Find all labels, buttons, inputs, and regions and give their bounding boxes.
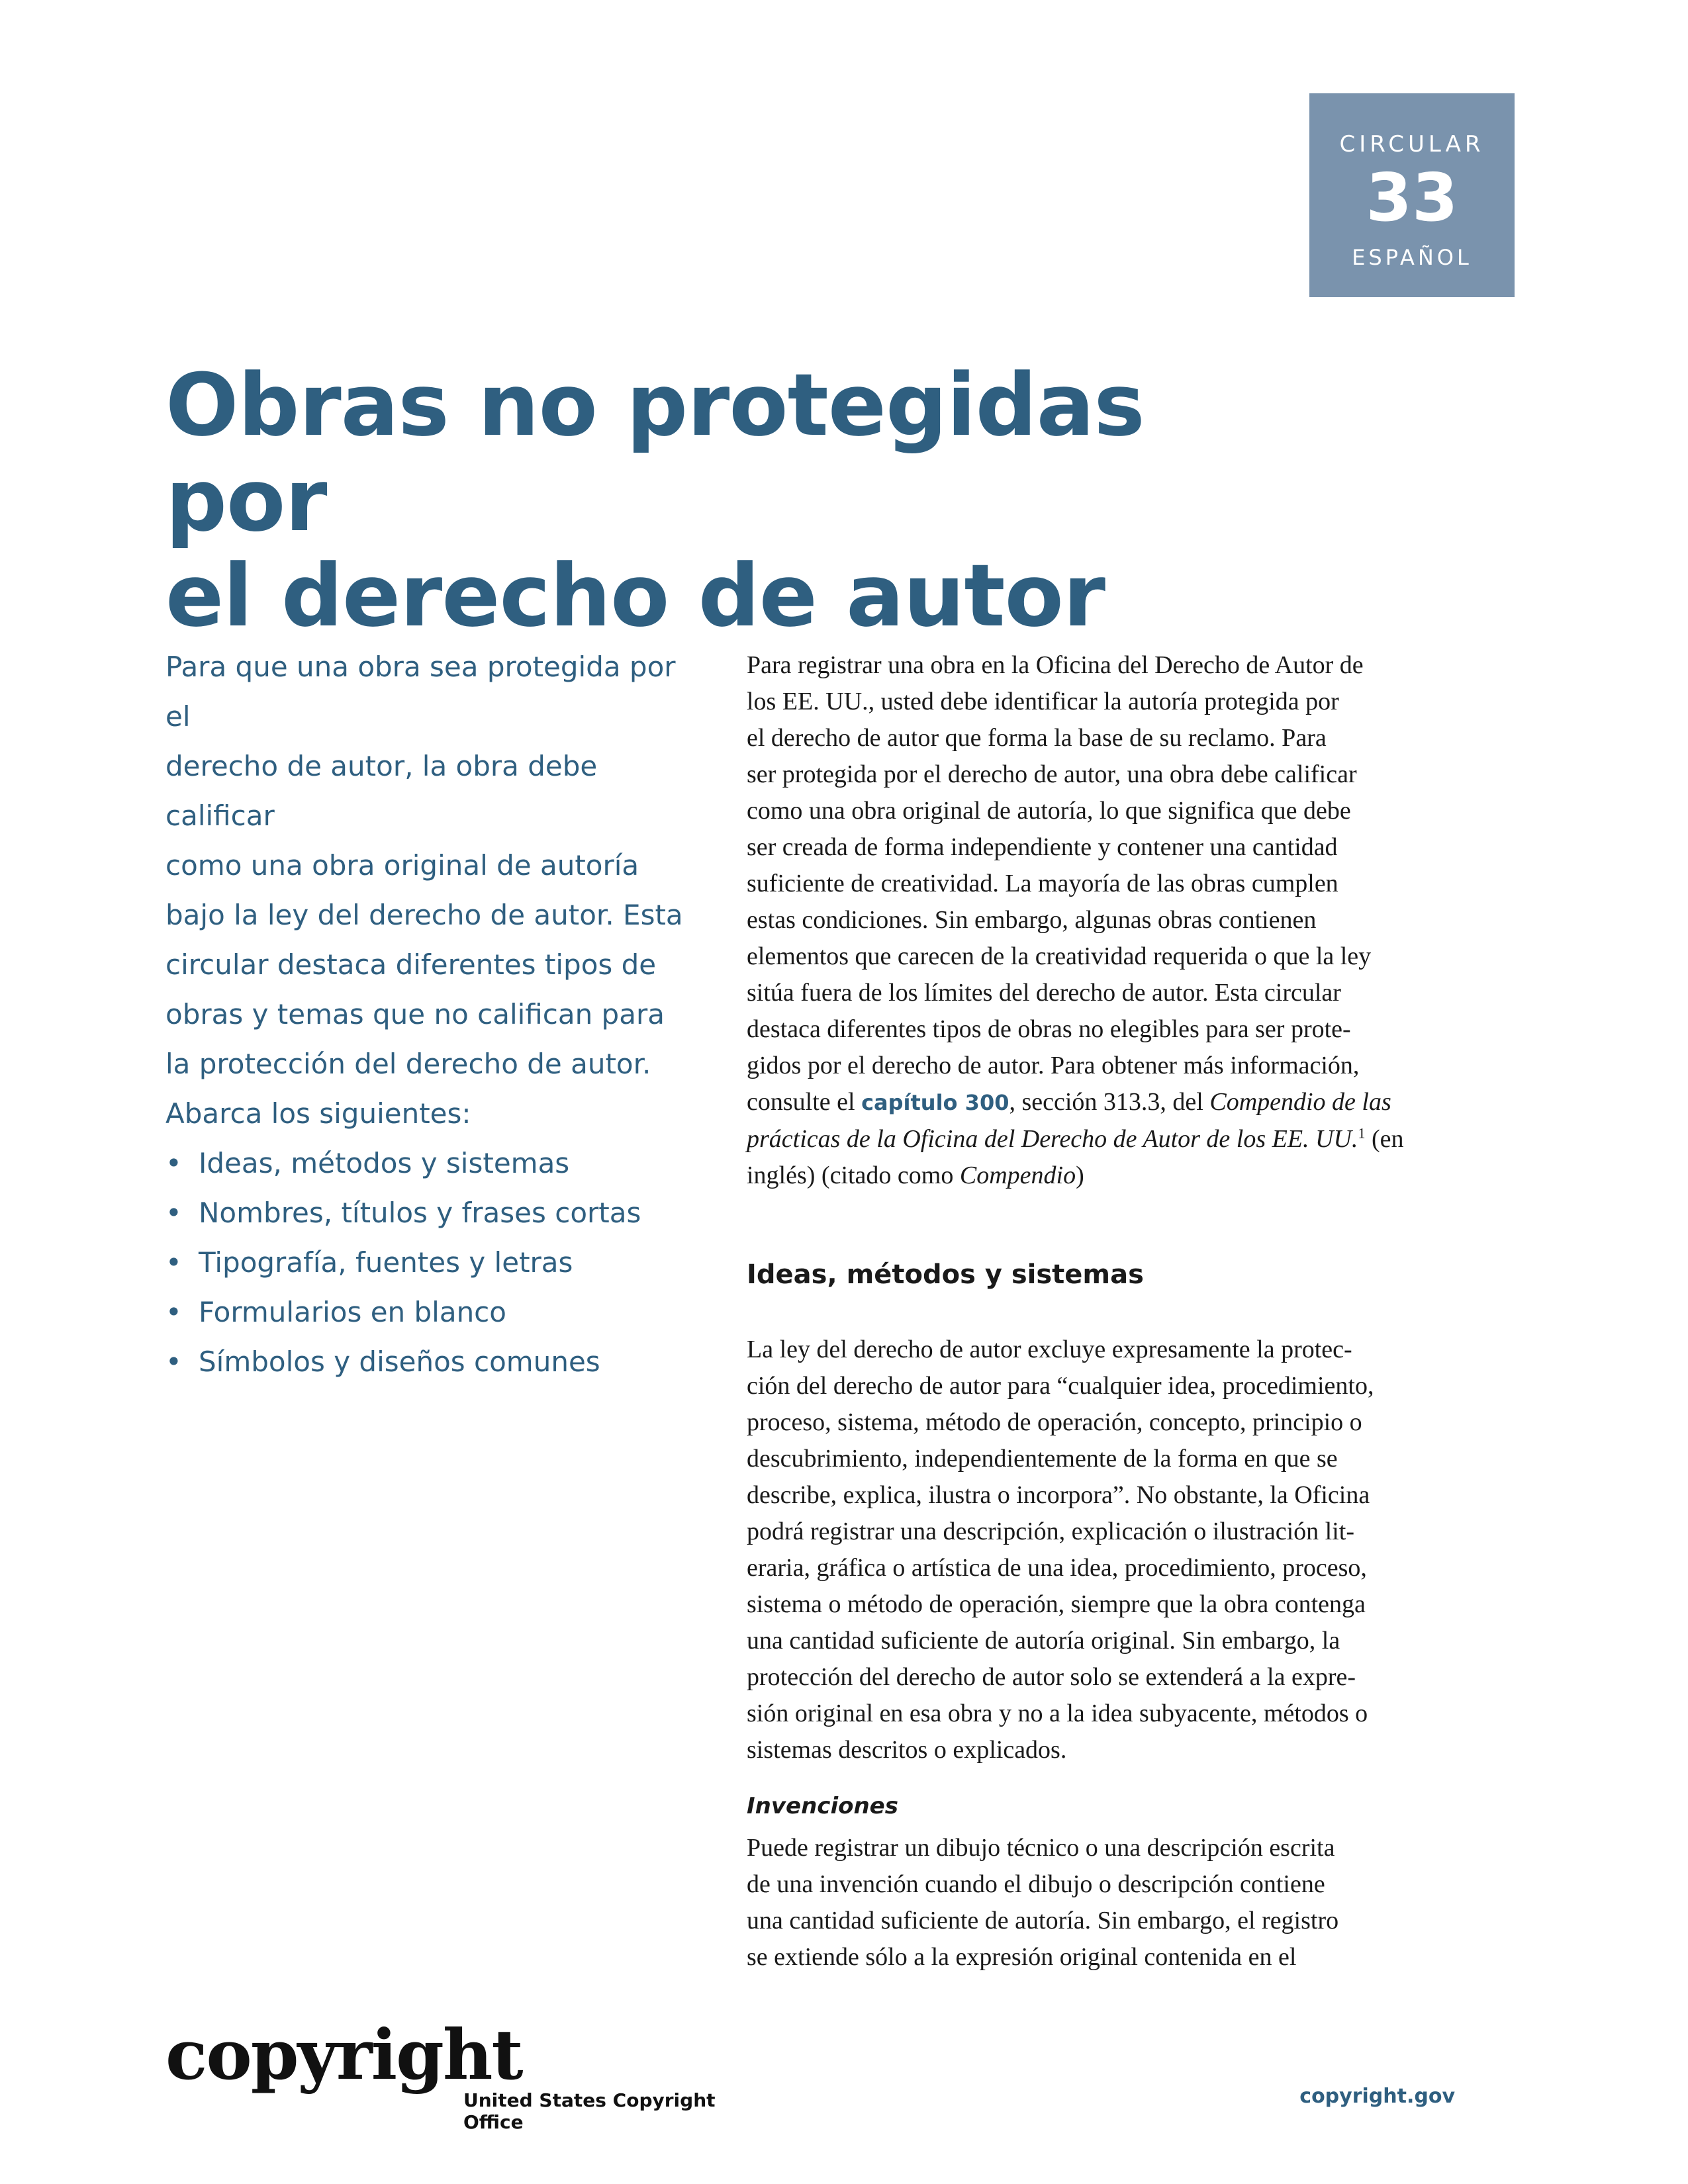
body-line: ser creada de forma independiente y contener una cantidad <box>747 833 1338 861</box>
topic-list-item <box>165 1188 695 1238</box>
topic-label: Nombres, títulos y frases cortas <box>199 1197 641 1229</box>
body-line <box>747 1158 1475 1194</box>
page-title <box>165 355 1324 646</box>
website-link[interactable]: copyright.gov <box>1299 2085 1455 2108</box>
bullet-icon: • <box>165 1147 182 1179</box>
body-text: consulte el <box>747 1088 862 1116</box>
body-line: se extiende sólo a la expresión original contenida en el <box>747 1943 1297 1971</box>
body-line: ser protegida por el derecho de autor, una obra debe calificar <box>747 760 1357 788</box>
body-line: sitúa fuera de los límites del derecho de autor. Esta circular <box>747 979 1341 1007</box>
bullet-icon: • <box>165 1246 182 1279</box>
body-line: destaca diferentes tipos de obras no elegibles para ser prote- <box>747 1015 1351 1043</box>
body-line: una cantidad suficiente de autoría. Sin embargo, el registro <box>747 1907 1339 1934</box>
badge-label: CIRCULAR <box>1339 131 1485 158</box>
logo-wordmark: copyright <box>165 2014 522 2095</box>
topic-list-item <box>165 1337 695 1387</box>
body-line: los EE. UU., usted debe identificar la autoría protegida por <box>747 688 1339 715</box>
body-line: proceso, sistema, método de operación, concepto, principio o <box>747 1408 1362 1436</box>
body-line: gidos por el derecho de autor. Para obtener más información, <box>747 1052 1360 1079</box>
body-line <box>747 1084 1475 1121</box>
body-column <box>747 647 1475 1976</box>
body-line: una cantidad suficiente de autoría original. Sin embargo, la <box>747 1627 1340 1655</box>
body-line: describe, explica, ilustra o incorpora”. No obstante, la Oficina <box>747 1481 1370 1509</box>
body-text: inglés) (citado como <box>747 1161 960 1189</box>
body-line: sión original en esa obra y no a la idea subyacente, métodos o <box>747 1700 1368 1727</box>
body-text: (en <box>1365 1125 1404 1153</box>
topic-label: Símbolos y diseños comunes <box>199 1345 600 1378</box>
footnote-marker[interactable]: 1 <box>1358 1124 1366 1142</box>
body-line: suficiente de creatividad. La mayoría de las obras cumplen <box>747 870 1338 897</box>
body-line: el derecho de autor que forma la base de su reclamo. Para <box>747 724 1327 752</box>
compendium-title: Compendio de las <box>1209 1088 1391 1116</box>
copyright-office-logo <box>165 2014 761 2133</box>
intro-paragraph <box>747 647 1475 1194</box>
inventions-paragraph <box>747 1830 1475 1976</box>
bullet-icon: • <box>165 1197 182 1229</box>
logo-subtitle: United States Copyright Office <box>463 2089 716 2133</box>
lead-line: como una obra original de autoría <box>165 849 639 882</box>
title-line-2: el derecho de autor <box>165 545 1105 646</box>
topic-label: Tipografía, fuentes y letras <box>199 1246 573 1279</box>
lead-line: derecho de autor, la obra debe calificar <box>165 750 598 832</box>
body-line: sistema o método de operación, siempre que la obra contenga <box>747 1590 1366 1618</box>
title-line-1: Obras no protegidas por <box>165 355 1145 551</box>
body-text: ) <box>1076 1161 1084 1189</box>
compendium-short-title: Compendio <box>959 1161 1076 1189</box>
topic-list <box>165 1138 695 1387</box>
body-line: podrá registrar una descripción, explicación o ilustración lit- <box>747 1518 1355 1545</box>
body-line: protección del derecho de autor solo se extenderá a la expre- <box>747 1663 1356 1691</box>
bullet-icon: • <box>165 1296 182 1328</box>
badge-number: 33 <box>1366 159 1458 236</box>
body-line: como una obra original de autoría, lo que significa que debe <box>747 797 1351 825</box>
body-line: de una invención cuando el dibujo o descripción contiene <box>747 1870 1325 1898</box>
topic-label: Ideas, métodos y sistemas <box>199 1147 570 1179</box>
body-line: eraria, gráfica o artística de una idea, procedimiento, proceso, <box>747 1554 1367 1582</box>
topic-list-item <box>165 1138 695 1188</box>
lead-line: circular destaca diferentes tipos de <box>165 948 657 981</box>
body-line: sistemas descritos o explicados. <box>747 1736 1067 1764</box>
circular-badge <box>1309 93 1515 297</box>
chapter-300-link[interactable]: capítulo 300 <box>861 1090 1009 1115</box>
lead-summary <box>165 642 695 1387</box>
topic-list-item <box>165 1238 695 1287</box>
body-line: estas condiciones. Sin embargo, algunas obras contienen <box>747 906 1317 934</box>
topic-label: Formularios en blanco <box>199 1296 506 1328</box>
body-line: ción del derecho de autor para “cualquier idea, procedimiento, <box>747 1372 1374 1400</box>
compendium-title: prácticas de la Oficina del Derecho de Autor de los EE. UU. <box>747 1125 1358 1153</box>
body-text: , sección 313.3, del <box>1009 1088 1210 1116</box>
lead-line: la protección del derecho de autor. <box>165 1048 651 1080</box>
lead-line: Abarca los siguientes: <box>165 1097 471 1130</box>
body-line: La ley del derecho de autor excluye expresamente la protec- <box>747 1336 1352 1363</box>
lead-line: bajo la ley del derecho de autor. Esta <box>165 899 683 931</box>
body-line: Para registrar una obra en la Oficina del Derecho de Autor de <box>747 651 1364 679</box>
section-heading-ideas: Ideas, métodos y sistemas <box>747 1259 1144 1290</box>
lead-line: Para que una obra sea protegida por el <box>165 651 676 733</box>
body-line: Puede registrar un dibujo técnico o una descripción escrita <box>747 1834 1335 1862</box>
ideas-paragraph <box>747 1332 1475 1768</box>
body-line: elementos que carecen de la creatividad requerida o que la ley <box>747 942 1372 970</box>
body-line <box>747 1121 1475 1158</box>
topic-list-item <box>165 1287 695 1337</box>
body-line: descubrimiento, independientemente de la forma en que se <box>747 1445 1338 1473</box>
section-heading-inventions: Invenciones <box>747 1793 898 1819</box>
bullet-icon: • <box>165 1345 182 1378</box>
badge-language: ESPAÑOL <box>1352 245 1472 270</box>
lead-line: obras y temas que no califican para <box>165 998 665 1030</box>
